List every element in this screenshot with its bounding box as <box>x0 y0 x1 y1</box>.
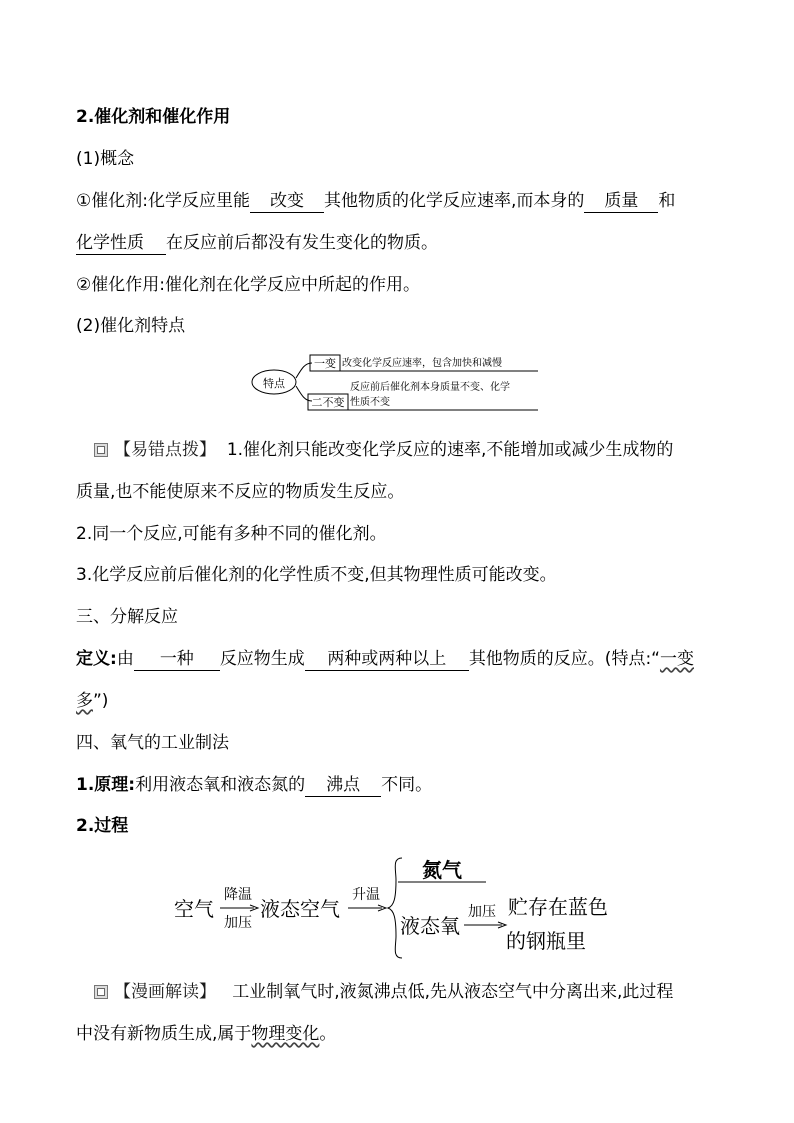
answer-blank: 化学性质 <box>76 232 166 255</box>
catalyst-features-diagram <box>250 346 550 418</box>
physical-change-wavy: 物理变化 <box>251 1024 320 1044</box>
cooling-condition: 降温 <box>224 887 252 903</box>
catalysis-definition: ②催化作用:催化剂在化学反应中所起的作用。 <box>76 275 420 295</box>
air-separation-diagram <box>170 850 630 962</box>
pressure-condition: 加压 <box>224 915 252 931</box>
def-text: 其他物质的反应。(特点:“ <box>468 649 660 669</box>
def-label: 定义: <box>76 649 117 669</box>
def-text: 和 <box>658 191 676 211</box>
feature-wavy: 多 <box>76 691 93 711</box>
comic-icon <box>94 985 108 999</box>
answer-blank: 改变 <box>250 190 324 213</box>
branch1-text: 改变化学反应速率，包含加快和减慢 <box>342 358 502 369</box>
tips-item3: 3.化学反应前后催化剂的化学性质不变,但其物理性质可能改变。 <box>76 565 557 585</box>
decomposition-definition-line1 <box>76 647 694 671</box>
decomposition-definition-line2 <box>76 689 108 713</box>
tip-icon <box>94 443 108 457</box>
tips-item2: 2.同一个反应,可能有多种不同的催化剂。 <box>76 524 387 544</box>
answer-blank: 两种或两种以上 <box>305 648 469 671</box>
tips-label: 【易错点拨】 <box>114 440 216 460</box>
catalyst-definition-line2 <box>76 231 438 255</box>
answer-blank: 一种 <box>134 648 220 671</box>
comic-text: 中没有新物质生成,属于 <box>76 1024 252 1044</box>
def-text: ①催化剂:化学反应里能 <box>76 191 250 211</box>
nitrogen-label: 氮气 <box>422 858 462 882</box>
pressure-label: 加压 <box>468 904 496 920</box>
catalyst-definition-line1 <box>76 189 675 213</box>
storage-line1: 贮存在蓝色 <box>508 895 608 919</box>
comic-text: 工业制氧气时,液氮沸点低,先从液态空气中分离出来,此过程 <box>232 982 674 1002</box>
principle-label: 1.原理: <box>76 775 136 795</box>
comic-line1 <box>94 980 673 1004</box>
def-text: 反应物生成 <box>219 649 305 669</box>
comic-label: 【漫画解读】 <box>114 982 216 1002</box>
answer-blank: 质量 <box>584 190 658 213</box>
answer-blank: 沸点 <box>305 774 381 797</box>
diagram-center-label: 特点 <box>263 377 285 390</box>
split-brace <box>388 858 402 958</box>
def-text: 在反应前后都没有发生变化的物质。 <box>166 233 438 253</box>
tips-line2: 质量,也不能使原来不反应的物质发生反应。 <box>76 482 405 502</box>
air-label: 空气 <box>174 897 214 921</box>
heat-condition: 升温 <box>352 887 380 903</box>
def-text: 由 <box>116 649 134 669</box>
principle-line <box>76 773 432 797</box>
comic-line2 <box>76 1022 336 1046</box>
section-heading-decomposition: 三、分解反应 <box>76 607 178 627</box>
def-text: 其他物质的化学反应速率,而本身的 <box>323 191 585 211</box>
principle-text: 不同。 <box>381 775 433 795</box>
tips-text: 1.催化剂只能改变化学反应的速率,不能增加或减少生成物的 <box>226 440 674 460</box>
storage-line2: 的钢瓶里 <box>506 929 586 953</box>
principle-text: 利用液态氧和液态氮的 <box>135 775 306 795</box>
tips-line1 <box>94 438 673 462</box>
liquid-oxygen-label: 液态氧 <box>400 914 460 938</box>
branch2-text-line1: 反应前后催化剂本身质量不变、化学 <box>350 382 510 393</box>
def-text: ”) <box>93 691 109 711</box>
section-heading-catalyst: 2.催化剂和催化作用 <box>76 107 231 127</box>
branch1-tag: 一变 <box>314 357 336 370</box>
process-label: 2.过程 <box>76 816 129 836</box>
section-heading-industrial-oxygen: 四、氧气的工业制法 <box>76 733 229 753</box>
concept-label: (1)概念 <box>76 149 135 169</box>
feature-wavy: 一变 <box>659 649 694 669</box>
branch2-tag: 二不变 <box>311 396 345 409</box>
liquid-air-label: 液态空气 <box>260 897 340 921</box>
branch2-text-line2: 性质不变 <box>350 397 390 408</box>
comic-text: 。 <box>319 1024 337 1044</box>
features-label: (2)催化剂特点 <box>76 316 186 336</box>
